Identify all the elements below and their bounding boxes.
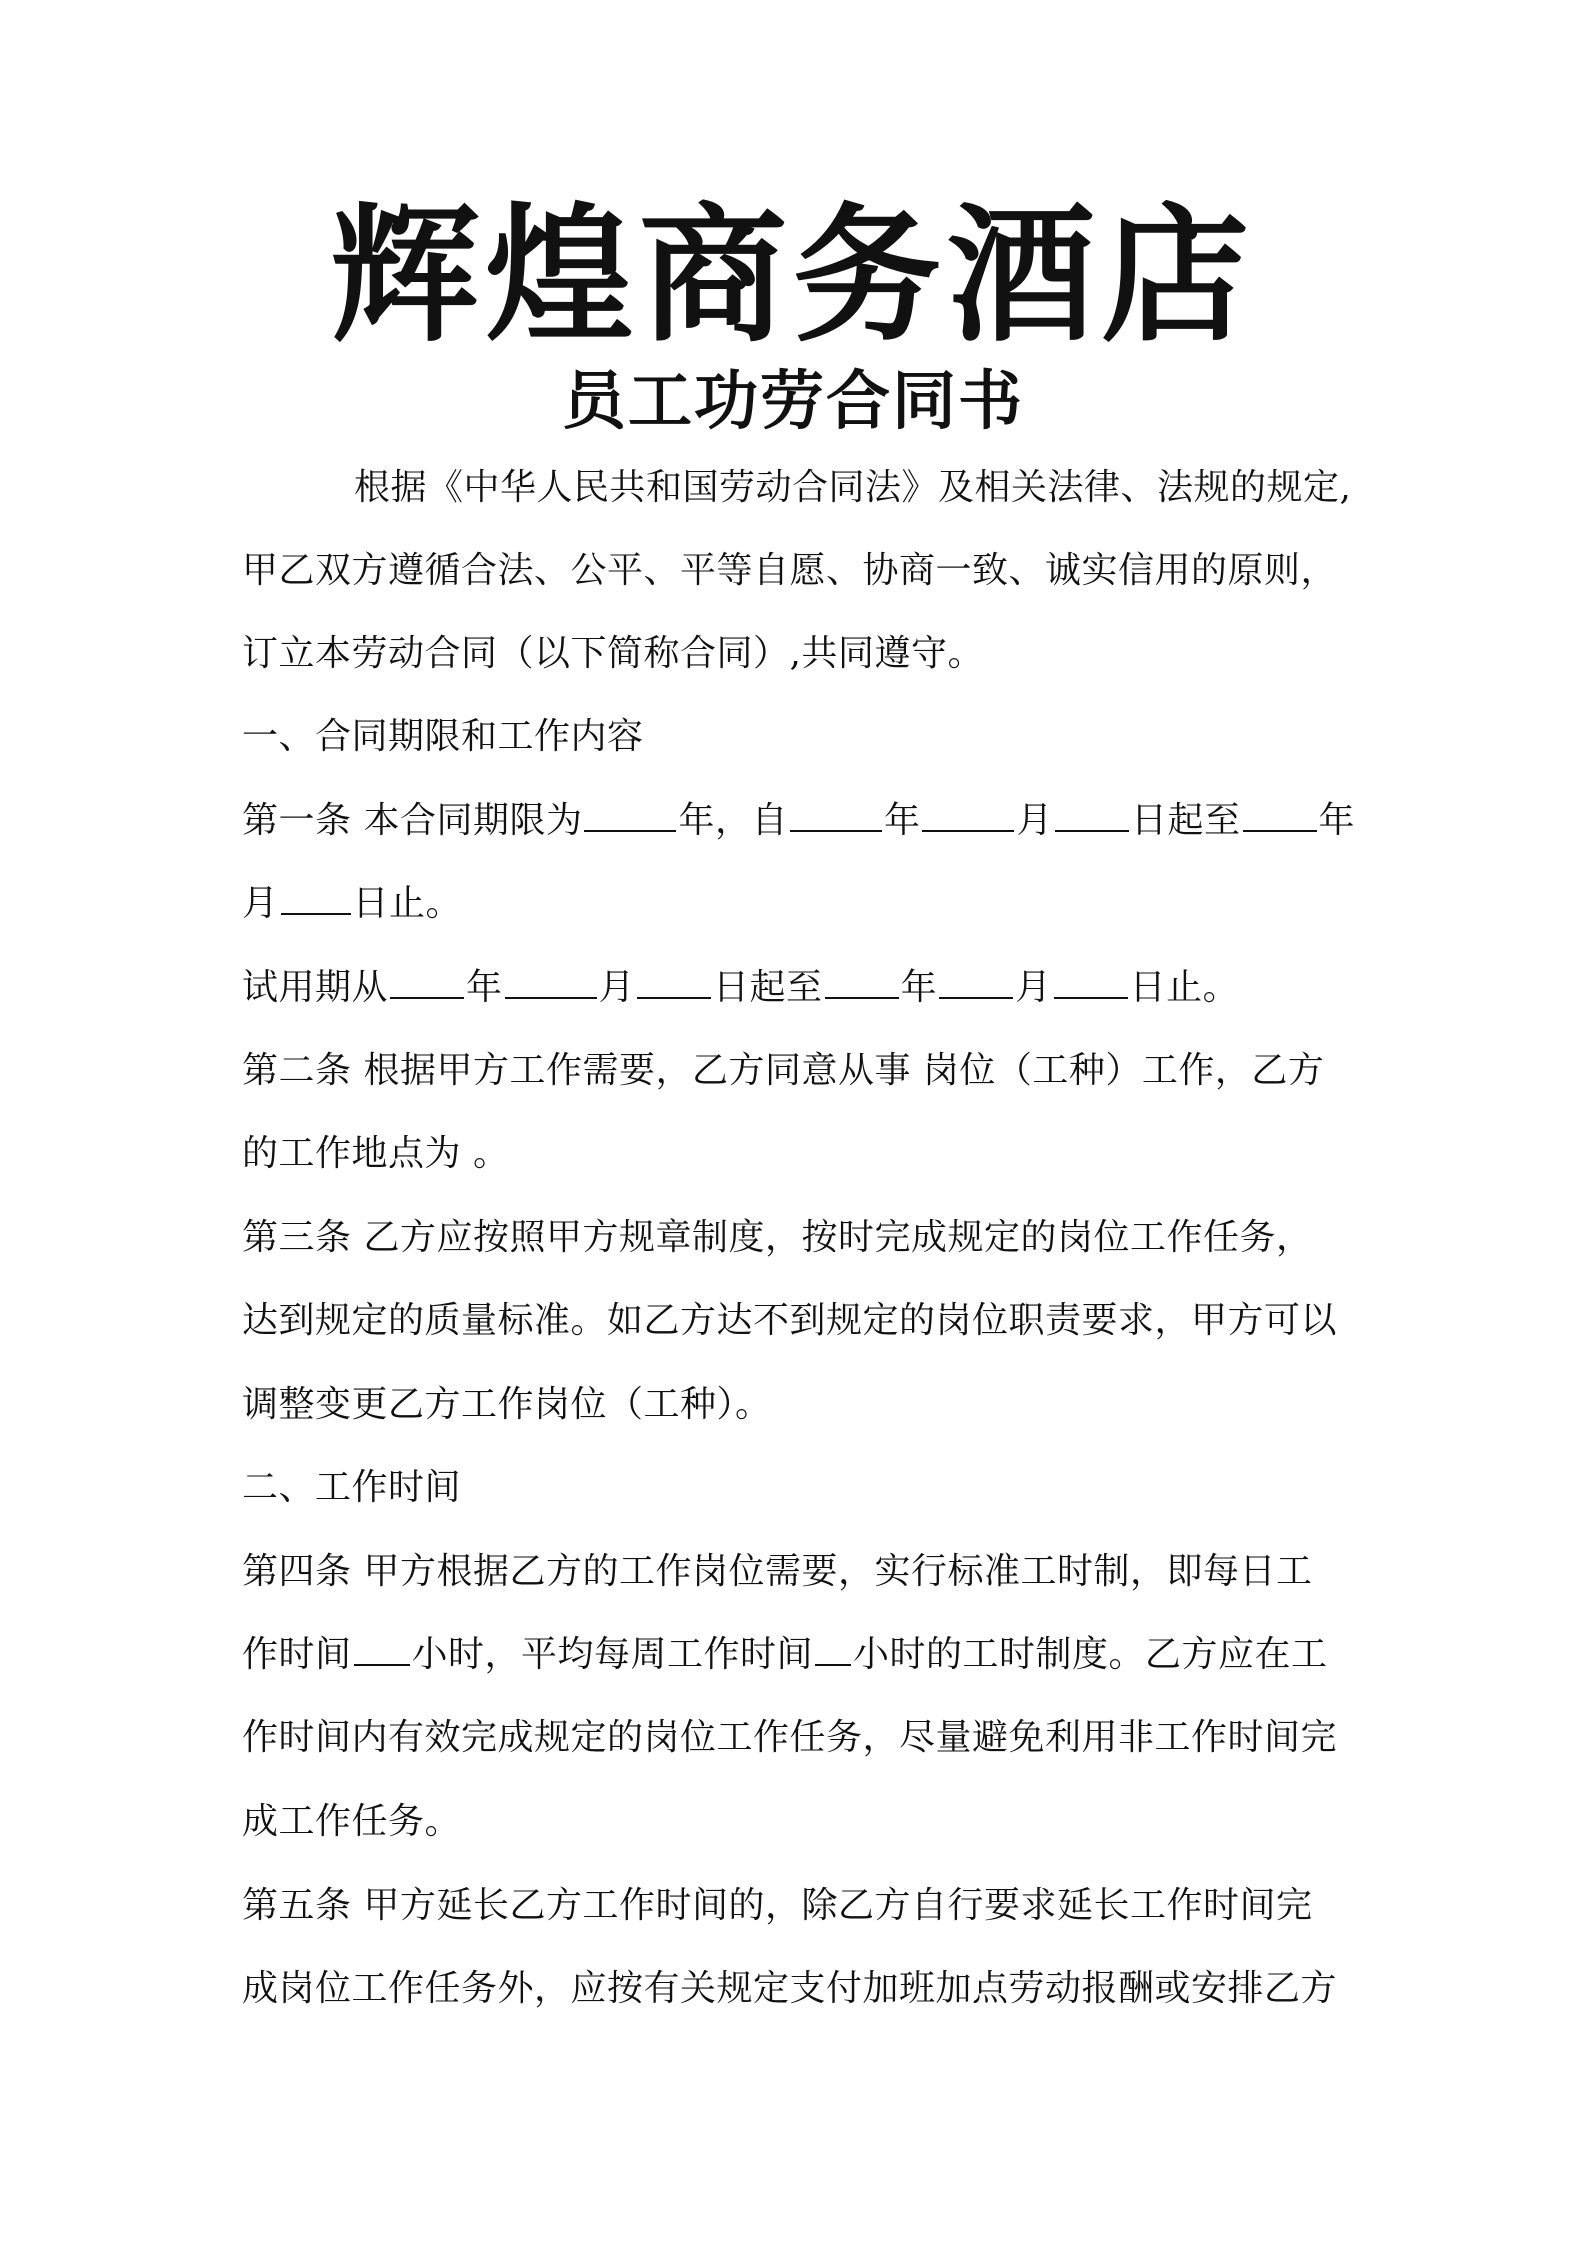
section-heading-term: 一、合同期限和工作内容 [242,716,644,757]
probation-end-year-blank[interactable] [825,963,899,999]
start-year-blank[interactable] [790,796,882,832]
start-month-blank[interactable] [922,796,1014,832]
article-1-text: 日起至 [1131,800,1241,841]
article-4-text: 小时，平均每周工作时间 [411,1634,814,1675]
intro-line-1: 根据《中华人民共和国劳动合同法》及相关法律、法规的规定, [354,467,1352,508]
article-1-text: 年 [1318,800,1356,841]
start-day-blank[interactable] [1055,796,1129,832]
article-3-line-2: 达到规定的质量标准。如乙方达不到规定的岗位职责要求，甲方可以 [242,1300,1338,1341]
article-4-text: 作时间 [242,1634,352,1675]
probation-start-year-blank[interactable] [390,963,464,999]
article-1-text: 日止。 [352,883,463,924]
article-5-line-2: 成岗位工作任务外，应按有关规定支付加班加点劳动报酬或安排乙方 [242,1968,1338,2009]
contract-subtitle: 员工功劳合同书 [562,364,1024,439]
article-1-text: 月 [242,883,279,924]
article-4-line-4: 成工作任务。 [242,1801,462,1842]
article-1-line-2 [242,878,462,930]
daily-hours-blank[interactable] [354,1630,410,1666]
intro-line-2: 甲乙双方遵循合法、公平、平等自愿、协商一致、诚实信用的原则， [242,550,1338,591]
probation-text: 年 [466,967,503,1008]
article-2-line-2: 的工作地点为 。 [242,1133,510,1174]
article-3-line-3: 调整变更乙方工作岗位（工种）。 [242,1384,772,1425]
probation-text: 日止。 [1129,967,1240,1008]
article-4-line-3: 作时间内有效完成规定的岗位工作任务，尽量避免利用非工作时间完 [242,1717,1338,1758]
contract-years-blank[interactable] [584,796,676,832]
article-1-line-1 [242,795,1355,847]
article-1-text: 年，自 [678,800,788,841]
probation-end-day-blank[interactable] [1054,963,1128,999]
article-3-line-1: 第三条 乙方应按照甲方规章制度，按时完成规定的岗位工作任务， [242,1217,1313,1258]
probation-text: 年 [900,967,938,1008]
hotel-name-title: 辉煌商务酒店 [331,188,1255,362]
probation-line [242,962,1239,1014]
probation-text: 月 [598,967,636,1008]
article-1-text: 月 [1016,800,1053,841]
probation-text: 日起至 [713,967,823,1008]
article-4-text: 小时的工时制度。乙方应在工 [853,1634,1328,1675]
article-1-text: 年 [883,800,921,841]
article-4-line-2 [242,1629,1328,1681]
article-5-line-1: 第五条 甲方延长乙方工作时间的，除乙方自行要求延长工作时间完 [242,1885,1313,1926]
probation-text: 月 [1015,967,1052,1008]
probation-start-month-blank[interactable] [505,963,597,999]
probation-start-day-blank[interactable] [637,963,711,999]
article-2-line-1: 第二条 根据甲方工作需要，乙方同意从事 岗位（工种）工作，乙方 [242,1050,1325,1091]
end-day-blank[interactable] [281,879,351,915]
weekly-hours-blank[interactable] [815,1630,851,1666]
probation-text: 试用期从 [242,967,389,1008]
intro-line-3: 订立本劳动合同（以下简称合同）,共同遵守。 [242,633,984,674]
end-year-blank[interactable] [1243,796,1317,832]
probation-end-month-blank[interactable] [939,963,1013,999]
section-heading-hours: 二、工作时间 [242,1467,462,1508]
article-4-line-1: 第四条 甲方根据乙方的工作岗位需要，实行标准工时制，即每日工 [242,1551,1313,1592]
article-1-text: 第一条 本合同期限为 [242,800,583,841]
